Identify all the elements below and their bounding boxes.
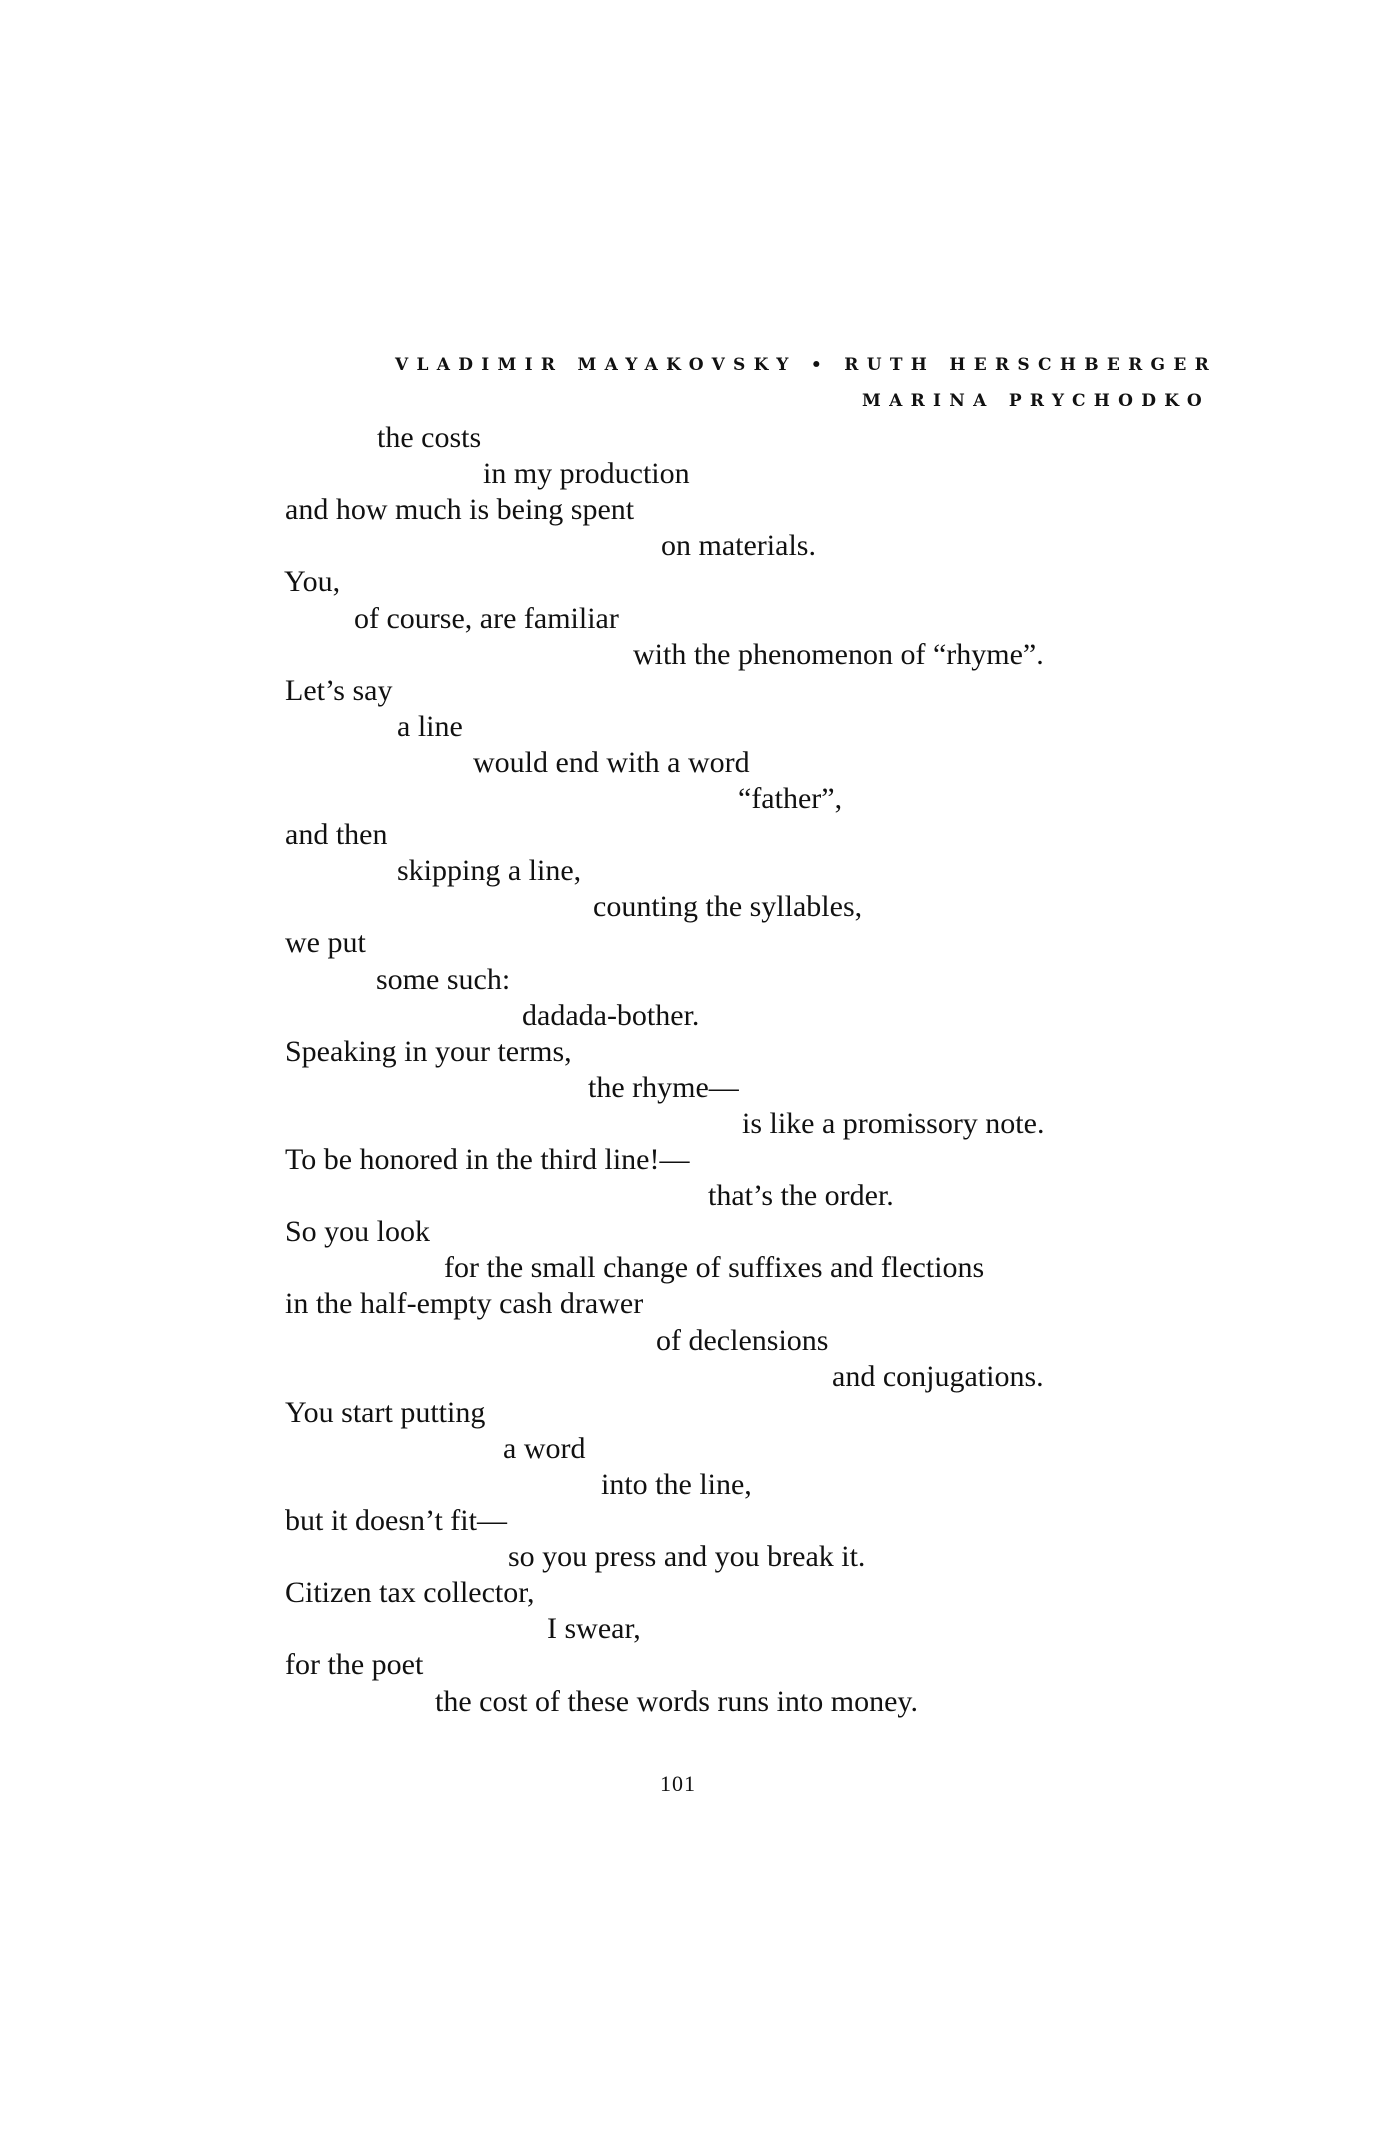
poem-line: skipping a line, [397, 854, 582, 887]
poem-line: for the small change of suffixes and flections [444, 1251, 985, 1284]
poem-line: on materials. [661, 529, 816, 562]
poem-line: To be honored in the third line!— [285, 1143, 690, 1176]
poem-line: You start putting [285, 1396, 486, 1429]
page-number: 101 [660, 1771, 696, 1796]
running-head-authors: VLADIMIR MAYAKOVSKY • RUTH HERSCHBERGER [395, 355, 1218, 375]
poem-line: and how much is being spent [285, 493, 635, 526]
poem-line: of declensions [656, 1324, 829, 1357]
poem-line: in my production [483, 457, 690, 490]
poem-line: You, [284, 565, 341, 598]
poem-line: the cost of these words runs into money. [435, 1685, 918, 1718]
poem-line: the rhyme— [588, 1071, 739, 1104]
poem-line: we put [285, 926, 366, 959]
poem-line: for the poet [285, 1648, 424, 1681]
poem-line: would end with a word [473, 746, 750, 779]
poem-line: into the line, [601, 1468, 752, 1501]
poem-line: counting the syllables, [593, 890, 863, 923]
poem-line: Let’s say [285, 674, 393, 707]
poem-line: so you press and you break it. [508, 1540, 866, 1573]
poem-line: of course, are familiar [354, 602, 619, 635]
poem-line: Citizen tax collector, [285, 1576, 535, 1609]
poem-line: with the phenomenon of “rhyme”. [633, 638, 1044, 671]
running-head-translator: MARINA PRYCHODKO [862, 391, 1211, 411]
poem-line: the costs [377, 421, 482, 454]
poem-line: that’s the order. [708, 1179, 894, 1212]
poem-line: and conjugations. [832, 1360, 1044, 1393]
poem-line: a word [503, 1432, 586, 1465]
poem-line: in the half-empty cash drawer [285, 1287, 644, 1320]
poem-line: but it doesn’t fit— [285, 1504, 507, 1537]
poem-line: I swear, [547, 1612, 641, 1645]
poem-line: dadada-bother. [522, 999, 700, 1032]
poem-line: and then [285, 818, 388, 851]
poem-line: some such: [376, 963, 511, 996]
poem-line: a line [397, 710, 463, 743]
poem-line: is like a promissory note. [742, 1107, 1045, 1140]
poem-line: Speaking in your terms, [285, 1035, 572, 1068]
poem-line: “father”, [738, 782, 843, 815]
poem-line: So you look [285, 1215, 431, 1248]
